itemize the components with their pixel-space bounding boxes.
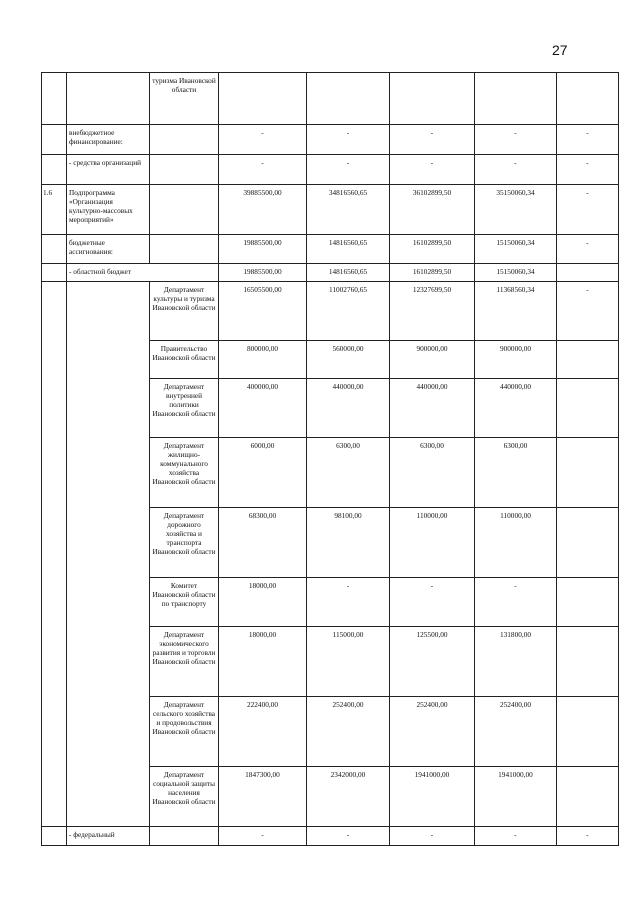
value-year-4: 11368560,34 <box>475 282 557 341</box>
table-row <box>42 185 619 235</box>
row-name: - средства организаций <box>67 155 150 185</box>
value-year-3: 440000,00 <box>390 379 475 438</box>
value-year-4: - <box>475 827 557 846</box>
row-executor <box>150 827 219 846</box>
value-year-5 <box>557 697 619 767</box>
value-year-1: - <box>219 827 307 846</box>
value-year-5 <box>557 767 619 827</box>
value-year-3: 252400,00 <box>390 697 475 767</box>
row-number <box>42 155 67 185</box>
value-year-5 <box>557 264 619 282</box>
value-year-3: 16102899,50 <box>390 235 475 264</box>
value-year-5 <box>557 341 619 379</box>
row-executor: Департамент дорожного хозяйства и транспорта Ивановской области <box>150 508 219 578</box>
row-name <box>67 73 150 125</box>
value-year-5: - <box>557 235 619 264</box>
row-name: внебюджетное финансирование: <box>67 125 150 155</box>
value-year-2: 11002760,65 <box>307 282 390 341</box>
value-year-5 <box>557 73 619 125</box>
value-year-3: - <box>390 155 475 185</box>
value-year-2: 560000,00 <box>307 341 390 379</box>
value-year-3: 110000,00 <box>390 508 475 578</box>
value-year-2: - <box>307 578 390 627</box>
row-executor <box>150 185 219 235</box>
value-year-4: 110000,00 <box>475 508 557 578</box>
value-year-4: 15150060,34 <box>475 264 557 282</box>
value-year-2: 14816560,65 <box>307 235 390 264</box>
value-year-2 <box>307 73 390 125</box>
value-year-1: 1847300,00 <box>219 767 307 827</box>
value-year-4: 440000,00 <box>475 379 557 438</box>
value-year-1: 400000,00 <box>219 379 307 438</box>
row-number <box>42 73 67 125</box>
value-year-5: - <box>557 282 619 341</box>
table-row <box>42 282 619 341</box>
value-year-4: 6300,00 <box>475 438 557 508</box>
value-year-3: 16102899,50 <box>390 264 475 282</box>
value-year-3: 36102899,50 <box>390 185 475 235</box>
row-executor: туризма Ивановской области <box>150 73 219 125</box>
value-year-5 <box>557 627 619 697</box>
budget-table <box>41 72 619 846</box>
value-year-4: - <box>475 155 557 185</box>
value-year-2: - <box>307 125 390 155</box>
value-year-1 <box>219 73 307 125</box>
value-year-1: - <box>219 155 307 185</box>
row-name <box>67 282 150 827</box>
table-row <box>42 264 619 282</box>
value-year-1: 6000,00 <box>219 438 307 508</box>
row-executor <box>150 125 219 155</box>
value-year-4: - <box>475 125 557 155</box>
row-number <box>42 235 67 264</box>
value-year-4: 1941000,00 <box>475 767 557 827</box>
value-year-5: - <box>557 827 619 846</box>
row-name: Подпрограмма «Организация культурно-массовых мероприятий» <box>67 185 150 235</box>
row-executor: Комитет Ивановской области по транспорту <box>150 578 219 627</box>
row-name: - областной бюджет <box>67 264 219 282</box>
value-year-3: 900000,00 <box>390 341 475 379</box>
value-year-2: 34816560,65 <box>307 185 390 235</box>
value-year-1: 19885500,00 <box>219 235 307 264</box>
table-row <box>42 235 619 264</box>
value-year-1: 68300,00 <box>219 508 307 578</box>
value-year-5: - <box>557 125 619 155</box>
page-number: 27 <box>552 42 568 58</box>
value-year-3: - <box>390 827 475 846</box>
row-executor: Департамент жилищно-коммунального хозяйства Ивановской области <box>150 438 219 508</box>
value-year-2: 6300,00 <box>307 438 390 508</box>
value-year-2: 440000,00 <box>307 379 390 438</box>
value-year-1: 18000,00 <box>219 627 307 697</box>
value-year-5 <box>557 438 619 508</box>
value-year-4: 900000,00 <box>475 341 557 379</box>
value-year-5: - <box>557 155 619 185</box>
value-year-5: - <box>557 185 619 235</box>
value-year-4: 15150060,34 <box>475 235 557 264</box>
value-year-3: - <box>390 578 475 627</box>
value-year-2: - <box>307 827 390 846</box>
row-name: - федеральный <box>67 827 150 846</box>
value-year-2: 252400,00 <box>307 697 390 767</box>
table-row <box>42 155 619 185</box>
value-year-2: 2342000,00 <box>307 767 390 827</box>
row-executor: Правительство Ивановской области <box>150 341 219 379</box>
value-year-5 <box>557 578 619 627</box>
row-number <box>42 282 67 827</box>
value-year-3 <box>390 73 475 125</box>
value-year-2: 98100,00 <box>307 508 390 578</box>
table-row <box>42 827 619 846</box>
row-executor: Департамент культуры и туризма Ивановской области <box>150 282 219 341</box>
value-year-1: 800000,00 <box>219 341 307 379</box>
value-year-2: 115000,00 <box>307 627 390 697</box>
value-year-4: 131800,00 <box>475 627 557 697</box>
row-executor: Департамент социальной защиты населения Ивановской области <box>150 767 219 827</box>
value-year-3: - <box>390 125 475 155</box>
value-year-1: 16505500,00 <box>219 282 307 341</box>
row-name: бюджетные ассигнования: <box>67 235 150 264</box>
value-year-4: 252400,00 <box>475 697 557 767</box>
value-year-1: - <box>219 125 307 155</box>
table-row <box>42 125 619 155</box>
row-number <box>42 125 67 155</box>
row-executor: Департамент сельского хозяйства и продовольствия Ивановской области <box>150 697 219 767</box>
value-year-1: 222400,00 <box>219 697 307 767</box>
value-year-3: 125500,00 <box>390 627 475 697</box>
value-year-1: 19885500,00 <box>219 264 307 282</box>
value-year-4: 35150060,34 <box>475 185 557 235</box>
value-year-4 <box>475 73 557 125</box>
row-number: 1.6 <box>42 185 67 235</box>
value-year-3: 1941000,00 <box>390 767 475 827</box>
value-year-2: 14816560,65 <box>307 264 390 282</box>
value-year-3: 12327699,50 <box>390 282 475 341</box>
row-executor: Департамент экономического развития и торговли Ивановской области <box>150 627 219 697</box>
value-year-4: - <box>475 578 557 627</box>
row-executor <box>150 235 219 264</box>
row-number <box>42 264 67 282</box>
row-number <box>42 827 67 846</box>
value-year-1: 18000,00 <box>219 578 307 627</box>
row-executor <box>150 155 219 185</box>
value-year-5 <box>557 508 619 578</box>
value-year-2: - <box>307 155 390 185</box>
value-year-5 <box>557 379 619 438</box>
value-year-1: 39885500,00 <box>219 185 307 235</box>
table-row <box>42 73 619 125</box>
row-executor: Департамент внутренней политики Ивановской области <box>150 379 219 438</box>
value-year-3: 6300,00 <box>390 438 475 508</box>
